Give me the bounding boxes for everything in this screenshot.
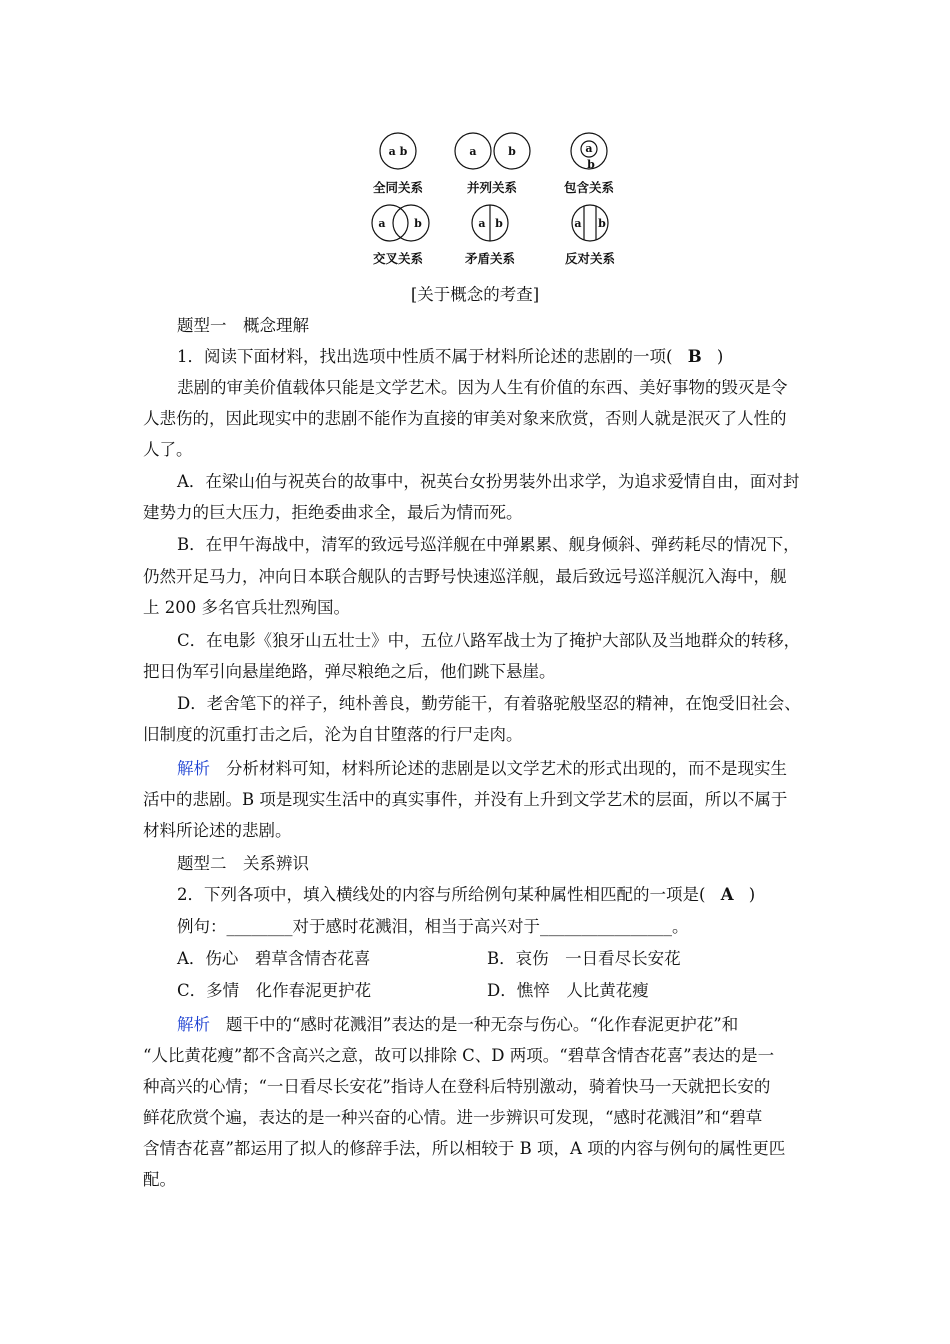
analysis-line: 含情杏花喜”都运用了拟人的修辞手法，所以相较于 B 项，A 项的内容与例句的属性更匹: [143, 1139, 786, 1158]
label-inclusion: 包含关系: [563, 180, 614, 195]
option-a-line: A．在梁山伯与祝英台的故事中，祝英台女扮男装外出求学，为追求爱情自由，面对封: [177, 472, 800, 491]
option-d-line: 旧制度的沉重打击之后，沦为自甘堕落的行尸走肉。: [143, 725, 523, 744]
question-1-answer: B: [687, 347, 702, 366]
parallel-letter-a: a: [469, 145, 477, 158]
analysis-line: 种高兴的心情；“一日看尽长安花”指诗人在登科后特别激动，骑着快马一天就把长安的: [143, 1077, 771, 1096]
analysis-1: [177, 756, 847, 782]
question-1: [177, 344, 847, 370]
question-2-close: ): [748, 885, 756, 904]
intersect-letter-b: b: [414, 217, 422, 230]
identity-letters: a b: [388, 145, 408, 158]
option-a: A．伤心 碧草含情杏花喜: [177, 949, 371, 968]
relation-circles: [360, 128, 630, 268]
label-contradiction: 矛盾关系: [464, 251, 515, 266]
analysis-text: 分析材料可知，材料所论述的悲剧是以文学艺术的形式出现的，而不是现实生: [226, 759, 787, 778]
passage-line: 人了。: [143, 440, 193, 459]
analysis-line: 活中的悲剧。B 项是现实生活中的真实事件，并没有上升到文学艺术的层面，所以不属于: [143, 790, 788, 809]
intersect-circle-b: [393, 205, 429, 241]
option-b-line: 上 200 多名官兵壮烈殉国。: [143, 598, 350, 617]
option-d: D．憔悴 人比黄花瘦: [487, 981, 649, 1000]
option-d-line: D．老舍笔下的祥子，纯朴善良，勤劳能干，有着骆驼般坚忍的精神，在饱受旧社会、: [177, 694, 801, 713]
analysis-text: 题干中的“感时花溅泪”表达的是一种无奈与伤心。“化作春泥更护花”和: [226, 1015, 739, 1034]
type2-heading: 题型二 关系辨识: [177, 854, 309, 873]
inclusion-letter-b: b: [587, 158, 595, 171]
question-1-text: 1．阅读下面材料，找出选项中性质不属于材料所论述的悲剧的一项(: [177, 347, 673, 366]
concept-relation-diagram: [360, 128, 630, 268]
analysis-line: 配。: [143, 1170, 176, 1189]
option-b-line: B．在甲午海战中，清军的致远号巡洋舰在中弹累累、舰身倾斜、弹药耗尽的情况下，: [177, 535, 800, 554]
intersect-circle-a: [372, 205, 408, 241]
passage-line: 悲剧的审美价值载体只能是文学艺术。因为人生有价值的东西、美好事物的毁灭是令: [177, 378, 788, 397]
analysis-line: “人比黄花瘦”都不含高兴之意，故可以排除 C、D 两项。“碧草含情杏花喜”表达的是一: [143, 1046, 775, 1065]
label-intersection: 交叉关系: [372, 251, 423, 266]
option-c-line: C．在电影《狼牙山五壮士》中，五位八路军战士为了掩护大部队及当地群众的转移，: [177, 631, 801, 650]
parallel-letter-b: b: [508, 145, 516, 158]
option-b: B．哀伤 一日看尽长安花: [487, 949, 681, 968]
passage-line: 人悲伤的，因此现实中的悲剧不能作为直接的审美对象来欣赏，否则人就是泯灭了人性的: [143, 409, 787, 428]
option-c-line: 把日伪军引向悬崖绝路，弹尽粮绝之后，他们跳下悬崖。: [143, 662, 556, 681]
question-2-text: 2．下列各项中，填入横线处的内容与所给例句某种属性相匹配的一项是(: [177, 885, 706, 904]
label-identity: 全同关系: [372, 180, 423, 195]
inclusion-letter-a: a: [585, 142, 593, 155]
question-2: [177, 882, 847, 908]
intersect-letter-a: a: [378, 217, 386, 230]
section-title: [关于概念的考查]: [410, 285, 540, 304]
analysis-label: 解析: [177, 1015, 210, 1034]
analysis-label: 解析: [177, 759, 210, 778]
contradiction-letter-b: b: [495, 217, 503, 230]
analysis-line: 材料所论述的悲剧。: [143, 821, 292, 840]
option-c: C．多情 化作春泥更护花: [177, 981, 372, 1000]
analysis-2: [177, 1012, 847, 1038]
question-1-close: ): [716, 347, 724, 366]
label-parallel: 并列关系: [466, 180, 517, 195]
option-b-line: 仍然开足马力，冲向日本联合舰队的吉野号快速巡洋舰，最后致远号巡洋舰沉入海中，舰: [143, 567, 787, 586]
example-sentence: 例句：________对于感时花溅泪，相当于高兴对于________________。: [177, 917, 689, 936]
option-a-line: 建势力的巨大压力，拒绝委曲求全，最后为情而死。: [143, 503, 523, 522]
contrary-letter-b: b: [598, 217, 606, 230]
contradiction-letter-a: a: [478, 217, 486, 230]
type1-heading: 题型一 概念理解: [177, 316, 309, 335]
contrary-letter-a: a: [574, 217, 582, 230]
analysis-line: 鲜花欣赏个遍，表达的是一种兴奋的心情。进一步辨识可发现，“感时花溅泪”和“碧草: [143, 1108, 763, 1127]
question-2-answer: A: [720, 885, 734, 904]
label-contrary: 反对关系: [564, 251, 615, 266]
